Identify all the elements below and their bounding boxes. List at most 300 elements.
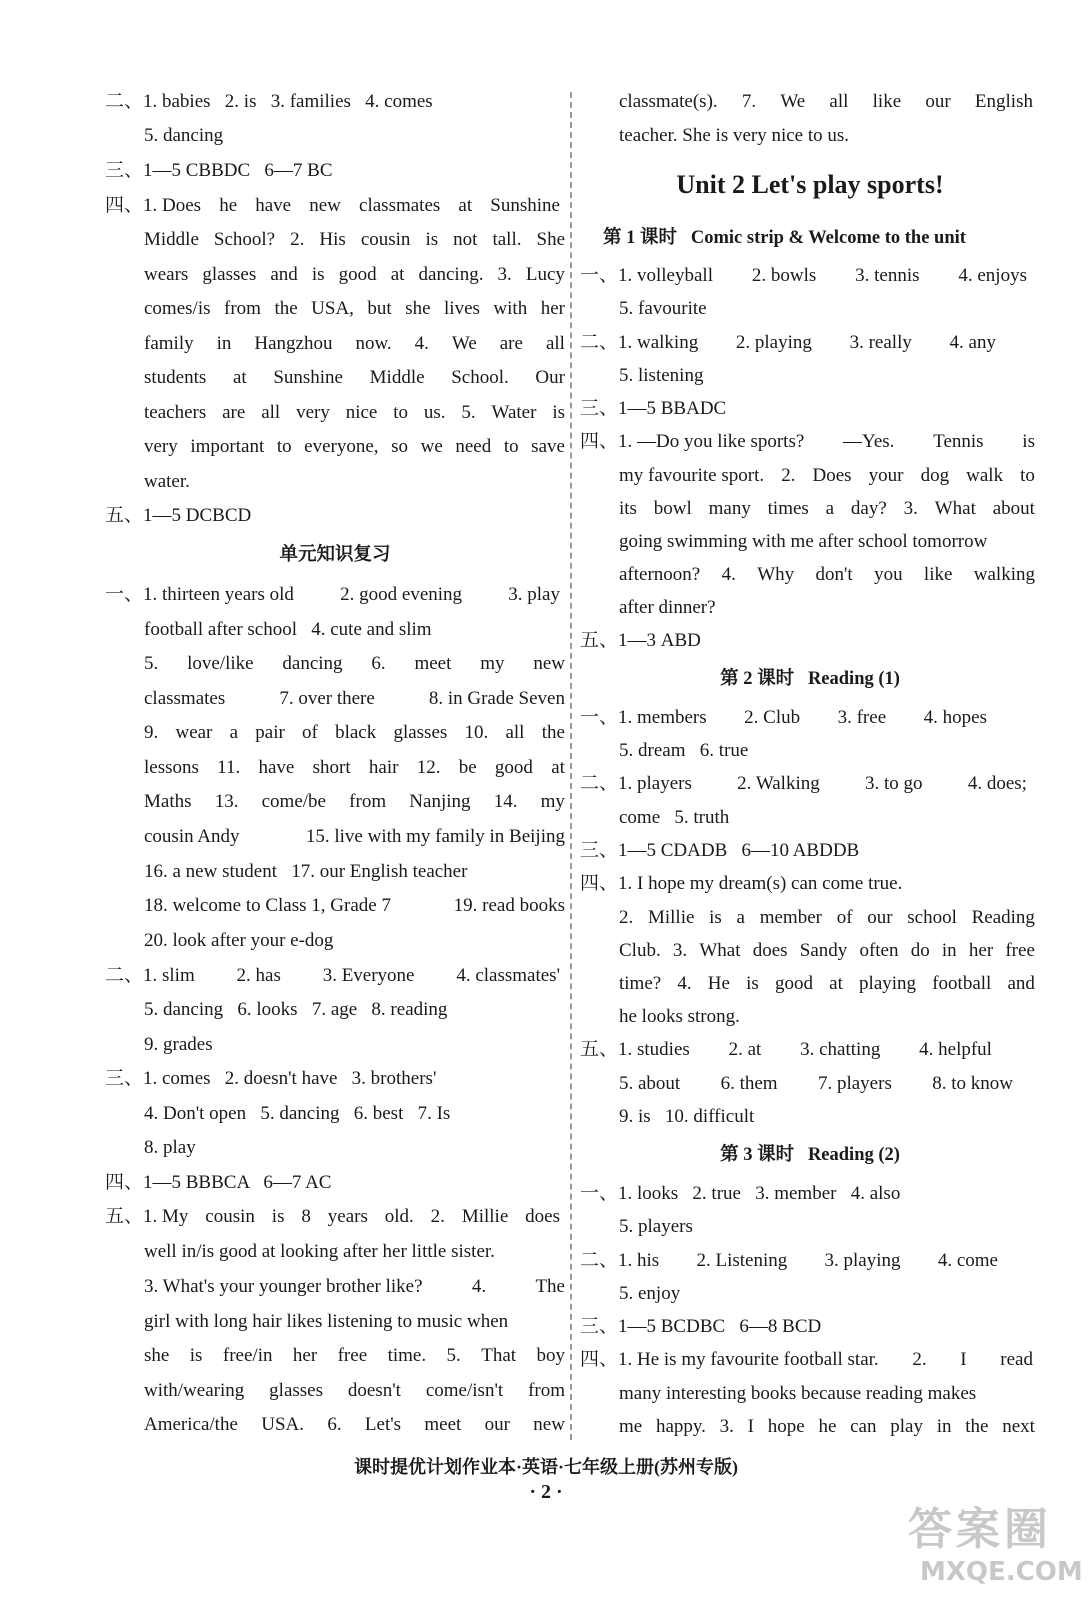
answer-word: and: [1007, 973, 1035, 994]
answer-word: day?: [850, 498, 887, 519]
answer-word: have: [258, 757, 295, 778]
answer-word: all: [261, 402, 281, 423]
answer-word: to: [1020, 465, 1035, 486]
answer-line: [580, 706, 987, 730]
answer-line: [619, 530, 987, 554]
answer-word: —Yes.: [843, 431, 895, 452]
answer-word: 4.: [414, 333, 429, 354]
answer-word: Sandy: [799, 940, 848, 961]
answer-word: 7.: [741, 91, 757, 112]
answer-word: 二、1. his: [580, 1250, 660, 1271]
answer-word: all: [545, 333, 565, 354]
answer-word: Millie: [647, 907, 695, 928]
answer-word: Reading: [971, 907, 1035, 928]
answer-word: all: [505, 722, 525, 743]
answer-word: cousin Andy: [144, 826, 240, 847]
answer-word: our: [867, 907, 893, 928]
answer-word: the: [965, 1416, 989, 1437]
answer-word: School?: [213, 229, 276, 250]
answer-word: to: [276, 436, 292, 457]
answer-line: 5. players: [619, 1216, 693, 1237]
answer-line: 5. enjoy: [619, 1283, 681, 1304]
answer-word: She: [536, 229, 565, 250]
watermark-url: MXQE.COM: [920, 1557, 1083, 1587]
answer-word: 2.: [781, 465, 796, 486]
answer-line: he looks strong.: [619, 1006, 740, 1027]
answer-word: happy.: [655, 1416, 706, 1437]
answer-word: His: [319, 229, 346, 250]
answer-word: everyone,: [304, 436, 379, 457]
answer-word: 一、1. thirteen years old: [105, 584, 294, 605]
answer-line: [144, 721, 565, 745]
answer-word: cousin: [205, 1206, 255, 1227]
answer-word: 2. has: [236, 965, 281, 986]
answer-word: meet: [424, 1414, 462, 1435]
answer-line: [144, 652, 565, 676]
answer-word: a: [736, 907, 745, 928]
answer-word: have: [255, 195, 292, 216]
answer-line: [619, 939, 1035, 963]
answer-line: [144, 366, 565, 390]
answer-word: Sunshine: [273, 367, 343, 388]
answer-word: wear: [175, 722, 213, 743]
answer-word: good: [774, 973, 813, 994]
answer-word: dog: [920, 465, 950, 486]
answer-word: your: [868, 465, 904, 486]
answer-word: in: [941, 940, 957, 961]
answer-word: glasses: [269, 1380, 323, 1401]
answer-word: 4.: [471, 1276, 487, 1297]
answer-word: 2. bowls: [751, 265, 817, 286]
answer-word: but: [367, 298, 392, 319]
answer-word: its: [619, 498, 637, 519]
answer-word: football: [932, 973, 992, 994]
answer-line: after dinner?: [619, 597, 716, 618]
answer-word: black: [335, 722, 377, 743]
answer-word: 4.: [721, 564, 736, 585]
answer-word: What: [699, 940, 741, 961]
answer-word: Sunshine: [490, 195, 560, 216]
answer-line: 四、1. I hope my dream(s) can come true.: [580, 873, 903, 894]
answer-word: USA.: [261, 1414, 304, 1435]
answer-word: School.: [451, 367, 509, 388]
answer-word: I: [747, 1416, 754, 1437]
answer-word: 12.: [416, 757, 441, 778]
answer-word: me: [619, 1416, 643, 1437]
answer-word: 二、1. slim: [105, 965, 195, 986]
answer-word: is: [425, 229, 439, 250]
answer-word: classmates: [359, 195, 441, 216]
answer-word: does: [752, 940, 788, 961]
answer-word: going swimming with me after school tomorrow: [619, 531, 988, 552]
answer-word: classmates: [144, 688, 226, 709]
answer-word: is: [746, 973, 759, 994]
answer-word: my: [480, 653, 505, 674]
answer-line: 9. is 10. difficult: [619, 1106, 755, 1127]
answer-line: [619, 1382, 976, 1406]
answer-line: [144, 825, 565, 849]
answer-word: 3. chatting: [800, 1039, 881, 1060]
answer-word: 18. welcome to Class 1, Grade 7: [144, 895, 391, 916]
answer-word: Club.: [619, 940, 661, 961]
answer-word: do: [910, 940, 930, 961]
answer-word: good: [338, 264, 377, 285]
answer-word: meet: [414, 653, 452, 674]
answer-line: water.: [144, 471, 190, 492]
answer-line: 三、1—5 BBADC: [580, 398, 727, 419]
answer-word: 8. in Grade Seven: [428, 688, 565, 709]
answer-line: [144, 790, 565, 814]
answer-word: 3. playing: [824, 1250, 901, 1271]
answer-word: new: [533, 653, 565, 674]
page-footer: 课时提优计划作业本·英语·七年级上册(苏州专版): [354, 1457, 738, 1477]
answer-word: 3.: [672, 940, 688, 961]
answer-word: 5.: [144, 653, 159, 674]
answer-word: hair: [368, 757, 399, 778]
answer-word: free/in: [222, 1345, 273, 1366]
answer-word: 2. playing: [735, 332, 812, 353]
answer-word: you: [874, 564, 903, 585]
answer-line: teacher. She is very nice to us.: [619, 125, 850, 146]
answer-word: 11.: [217, 757, 241, 778]
answer-word: to: [503, 436, 519, 457]
answer-word: 4.: [677, 973, 692, 994]
answer-word: pair: [255, 722, 285, 743]
answer-word: Hangzhou: [254, 333, 333, 354]
answer-word: all: [829, 91, 849, 112]
answer-word: he: [818, 1416, 837, 1437]
answer-word: 五、1. studies: [580, 1039, 690, 1060]
unit-title: Unit 2 Let's play sports!: [676, 170, 944, 199]
answer-word: What: [934, 498, 976, 519]
answer-word: teachers: [144, 402, 207, 423]
answer-word: next: [1002, 1416, 1035, 1437]
answer-line: [105, 194, 560, 218]
answer-word: from: [224, 298, 261, 319]
answer-word: school: [907, 907, 957, 928]
answer-word: 二、1. walking: [580, 332, 699, 353]
answer-line: [619, 972, 1035, 996]
answer-word: a: [825, 498, 835, 519]
answer-line: 8. play: [144, 1137, 196, 1158]
lesson-heading: 第 1 课时 Comic strip & Welcome to the unit: [603, 228, 966, 248]
answer-word: USA,: [311, 298, 354, 319]
answer-word: lessons: [144, 757, 199, 778]
answer-line: 三、1. comes 2. doesn't have 3. brothers': [105, 1068, 437, 1089]
answer-line: [144, 263, 565, 287]
answer-word: her: [292, 1345, 318, 1366]
answer-word: We: [451, 333, 477, 354]
answer-word: 6. them: [720, 1073, 778, 1094]
answer-word: years: [327, 1206, 368, 1227]
answer-word: 3. to go: [865, 773, 923, 794]
lesson-heading: 第 2 课时 Reading (1): [720, 669, 900, 689]
column-divider: [570, 92, 572, 1440]
answer-word: dancing: [282, 653, 343, 674]
answer-word: important: [190, 436, 265, 457]
answer-line: 5. dancing 6. looks 7. age 8. reading: [144, 999, 448, 1020]
answer-word: does: [525, 1206, 560, 1227]
answer-word: Water: [491, 402, 537, 423]
answer-word: 4. enjoys: [958, 265, 1027, 286]
answer-word: He: [707, 973, 730, 994]
answer-word: is: [311, 264, 325, 285]
answer-word: 2.: [619, 907, 634, 928]
answer-word: is: [271, 1206, 285, 1227]
answer-word: she: [144, 1345, 170, 1366]
answer-word: many: [708, 498, 751, 519]
answer-word: very: [296, 402, 330, 423]
answer-word: a: [229, 722, 239, 743]
answer-word: like: [923, 564, 953, 585]
answer-word: 4. come: [937, 1250, 998, 1271]
answer-line: [105, 964, 560, 988]
answer-word: 6.: [371, 653, 386, 674]
answer-line: [580, 430, 1035, 454]
answer-word: playing: [859, 973, 917, 994]
answer-word: love/like: [187, 653, 254, 674]
answer-line: [144, 1379, 565, 1403]
answer-word: about: [992, 498, 1035, 519]
answer-line: [144, 1275, 565, 1299]
answer-word: 3. Everyone: [322, 965, 415, 986]
answer-word: 四、1. —Do you like sports?: [580, 431, 805, 452]
answer-word: don't: [815, 564, 853, 585]
answer-word: 3. What's your younger brother like?: [144, 1276, 423, 1297]
answer-word: 5.: [461, 402, 476, 423]
answer-line: [619, 90, 1033, 114]
answer-word: 10.: [464, 722, 489, 743]
answer-word: of: [302, 722, 318, 743]
answer-word: Middle: [369, 367, 425, 388]
answer-word: walking: [973, 564, 1035, 585]
answer-word: play: [890, 1416, 923, 1437]
answer-line: [580, 264, 1027, 288]
answer-word: Why: [757, 564, 795, 585]
answer-word: free: [1005, 940, 1035, 961]
answer-line: [144, 1413, 565, 1437]
answer-word: with/wearing: [144, 1380, 245, 1401]
answer-word: 7. players: [817, 1073, 892, 1094]
watermark-glyphs: 答案圈: [908, 1504, 1052, 1555]
answer-word: he: [219, 195, 238, 216]
answer-word: she: [405, 298, 431, 319]
answer-word: 19. read books: [453, 895, 565, 916]
answer-word: in: [216, 333, 232, 354]
answer-line: 一、1. looks 2. true 3. member 4. also: [580, 1183, 901, 1204]
answer-word: good: [494, 757, 533, 778]
answer-word: 7. over there: [279, 688, 375, 709]
answer-word: her: [540, 298, 565, 319]
answer-line: [580, 772, 1027, 796]
answer-word: 3.: [497, 264, 512, 285]
answer-word: 4. hopes: [923, 707, 987, 728]
answer-word: hope: [767, 1416, 805, 1437]
answer-word: at: [551, 757, 565, 778]
answer-line: [580, 1249, 998, 1273]
answer-word: students: [144, 367, 207, 388]
answer-word: 2. at: [728, 1039, 762, 1060]
answer-word: 一、1. volleyball: [580, 265, 713, 286]
answer-word: wears: [144, 264, 189, 285]
answer-word: The: [535, 1276, 565, 1297]
answer-word: Millie: [461, 1206, 509, 1227]
answer-word: 5. about: [619, 1073, 681, 1094]
answer-word: doesn't: [347, 1380, 401, 1401]
answer-word: 3. play: [508, 584, 560, 605]
answer-word: is: [189, 1345, 203, 1366]
answer-word: time?: [619, 973, 662, 994]
answer-word: boy: [536, 1345, 565, 1366]
answer-word: come/be: [261, 791, 326, 812]
answer-word: bowl: [653, 498, 692, 519]
answer-word: 4. does;: [967, 773, 1027, 794]
answer-line: [144, 756, 565, 780]
answer-line: [144, 401, 565, 425]
answer-line: [144, 894, 565, 918]
answer-word: time.: [387, 1345, 427, 1366]
answer-word: Our: [535, 367, 565, 388]
answer-word: 2.: [912, 1349, 927, 1370]
answer-word: member: [759, 907, 822, 928]
answer-word: 二、1. players: [580, 773, 692, 794]
answer-word: often: [859, 940, 899, 961]
answer-word: 3. tennis: [855, 265, 920, 286]
answer-word: 2. good evening: [340, 584, 463, 605]
answer-line: [619, 1415, 1035, 1439]
answer-line: football after school 4. cute and slim: [144, 619, 432, 640]
answer-line: [144, 332, 565, 356]
answer-line: 5. dream 6. true: [619, 740, 749, 761]
answer-word: be: [458, 757, 477, 778]
answer-word: come/isn't: [425, 1380, 504, 1401]
answer-word: 4. helpful: [919, 1039, 992, 1060]
answer-word: classmate(s).: [619, 91, 718, 112]
answer-word: new: [309, 195, 341, 216]
answer-line: 4. Don't open 5. dancing 6. best 7. Is: [144, 1103, 451, 1124]
answer-word: of: [836, 907, 853, 928]
answer-line: [144, 1240, 495, 1264]
answer-word: glasses: [202, 264, 257, 285]
answer-word: 13.: [214, 791, 239, 812]
answer-word: the: [541, 722, 565, 743]
answer-word: 2. Listening: [696, 1250, 788, 1271]
answer-word: at: [829, 973, 843, 994]
page-number: · 2 ·: [529, 1481, 563, 1503]
answer-word: 五、1. My: [105, 1206, 189, 1227]
answer-word: 3. really: [849, 332, 912, 353]
answer-line: 9. grades: [144, 1034, 213, 1055]
answer-word: with: [493, 298, 528, 319]
answer-word: very: [144, 436, 178, 457]
answer-word: well in/is good at looking after her little sister.: [144, 1241, 495, 1262]
answer-line: 5. dancing: [144, 125, 224, 146]
answer-line: 二、1. babies 2. is 3. families 4. comes: [105, 91, 433, 112]
answer-word: 5.: [446, 1345, 461, 1366]
answer-word: 4. classmates': [456, 965, 560, 986]
answer-word: is: [709, 907, 722, 928]
answer-word: at: [232, 367, 247, 388]
answer-line: [144, 228, 565, 252]
answer-line: [580, 1038, 992, 1062]
answer-word: family: [144, 333, 194, 354]
answer-word: save: [531, 436, 565, 457]
answer-line: 20. look after your e-dog: [144, 930, 334, 951]
answer-line: [144, 1344, 565, 1368]
answer-word: my favourite sport.: [619, 465, 765, 486]
answer-word: at: [458, 195, 473, 216]
answer-line: 16. a new student 17. our English teacher: [144, 861, 468, 882]
answer-word: Nanjing: [409, 791, 471, 812]
answer-word: 2.: [290, 229, 305, 250]
answer-word: cousin: [360, 229, 411, 250]
answer-word: Let's: [364, 1414, 402, 1435]
answer-word: 2. Walking: [737, 773, 820, 794]
answer-word: can: [850, 1416, 877, 1437]
answer-word: 8. to know: [932, 1073, 1013, 1094]
answer-word: 6.: [327, 1414, 342, 1435]
answer-word: read: [1000, 1349, 1033, 1370]
answer-word: are: [499, 333, 523, 354]
answer-word: girl with long hair likes listening to music when: [144, 1311, 509, 1332]
answer-line: [144, 297, 565, 321]
answer-word: we: [420, 436, 443, 457]
answer-word: free: [337, 1345, 368, 1366]
answer-word: in: [936, 1416, 952, 1437]
answer-line: 三、1—5 BCDBC 6—8 BCD: [580, 1316, 822, 1337]
answer-line: [105, 1205, 560, 1229]
answer-line: [619, 906, 1035, 930]
answer-line: 5. listening: [619, 365, 704, 386]
answer-word: Tennis: [933, 431, 984, 452]
answer-word: walk: [966, 465, 1004, 486]
answer-word: need: [455, 436, 492, 457]
answer-word: 四、1. He is my favourite football star.: [580, 1349, 879, 1370]
answer-word: glasses: [393, 722, 448, 743]
answer-word: 2. Club: [744, 707, 801, 728]
answer-word: 一、1. members: [580, 707, 707, 728]
answer-word: nice: [345, 402, 378, 423]
answer-word: not: [453, 229, 478, 250]
answer-line: [580, 331, 996, 355]
answer-word: That: [481, 1345, 517, 1366]
answer-word: 4. any: [949, 332, 996, 353]
answer-word: dancing.: [418, 264, 484, 285]
answer-line: come 5. truth: [619, 807, 730, 828]
answer-word: afternoon?: [619, 564, 701, 585]
answer-word: is: [1022, 431, 1035, 452]
answer-word: 3. free: [837, 707, 887, 728]
answer-word: the: [274, 298, 298, 319]
answer-word: my: [540, 791, 565, 812]
answer-word: Does: [812, 465, 852, 486]
answer-word: are: [222, 402, 246, 423]
answer-line: [105, 583, 560, 607]
answer-word: her: [968, 940, 994, 961]
answer-word: 8: [301, 1206, 311, 1227]
answer-word: new: [533, 1414, 565, 1435]
answer-word: Middle: [144, 229, 199, 250]
answer-word: many interesting books because reading makes: [619, 1383, 977, 1404]
answer-word: times: [767, 498, 809, 519]
answer-word: short: [312, 757, 351, 778]
lesson-heading: 第 3 课时 Reading (2): [720, 1145, 900, 1165]
answer-word: lives: [444, 298, 480, 319]
answer-word: like: [872, 91, 902, 112]
answer-line: 五、1—3 ABD: [580, 630, 701, 651]
answer-line: [619, 497, 1035, 521]
answer-word: I: [960, 1349, 967, 1370]
